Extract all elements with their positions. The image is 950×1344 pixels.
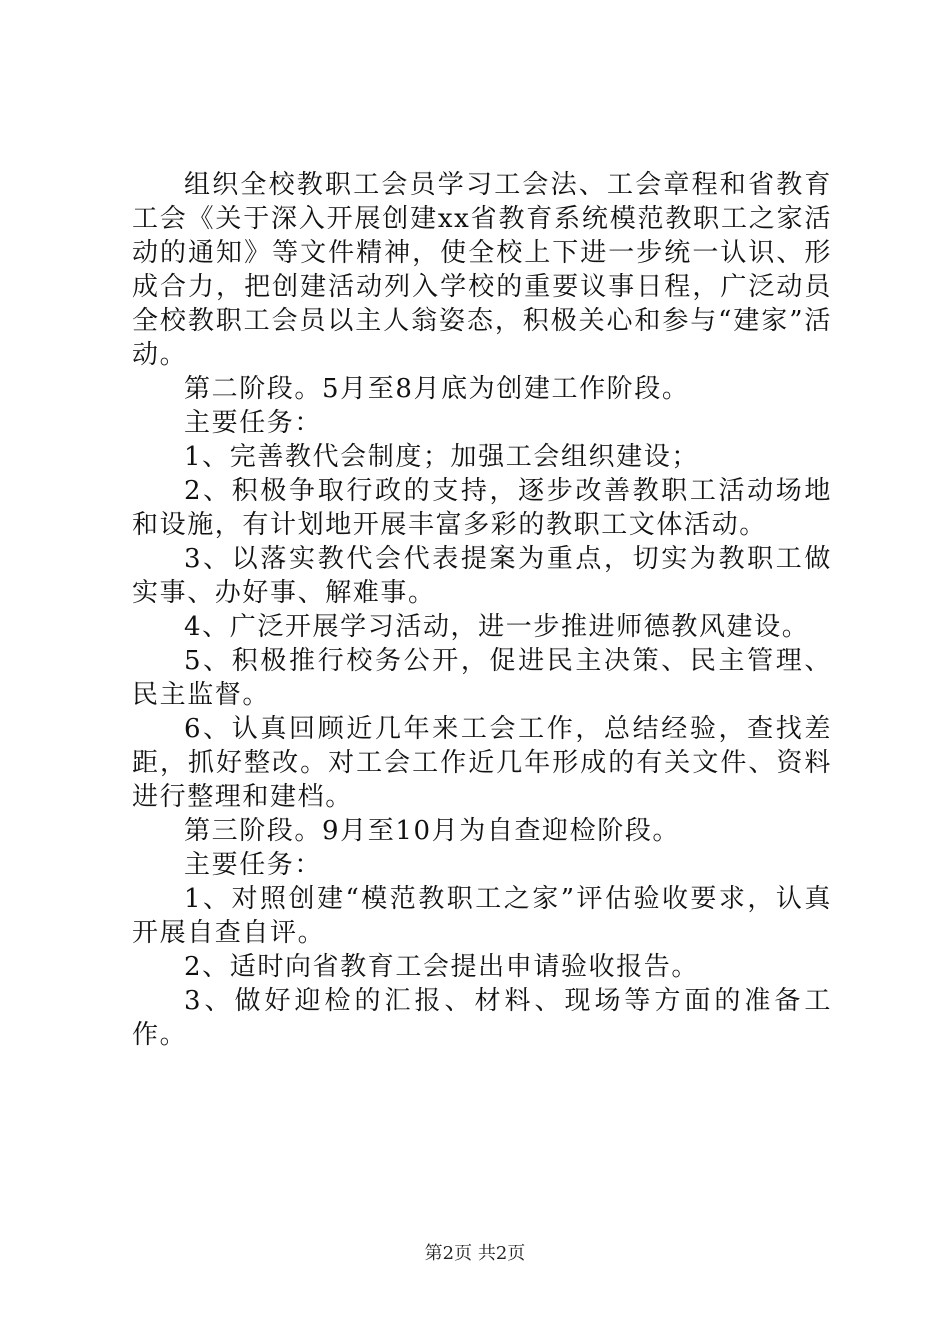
- paragraph-stage3-task-2: 2、适时向省教育工会提出申请验收报告。: [184, 952, 699, 982]
- page-number-footer: 第2页 共2页: [424, 1243, 526, 1264]
- paragraph-stage3-task-3: 3、做好迎检的汇报、材料、现场等方面的准备工作。: [132, 986, 832, 1050]
- document-body: [132, 168, 832, 1052]
- paragraph-stage-three: 第三阶段。9月至10月为自查迎检阶段。: [184, 816, 681, 846]
- paragraph-task-1: 1、完善教代会制度；加强工会组织建设；: [184, 442, 699, 472]
- paragraph-task-4: 4、广泛开展学习活动，进一步推进师德教风建设。: [184, 612, 810, 642]
- paragraph-task-5: 5、积极推行校务公开，促进民主决策、民主管理、民主监督。: [132, 646, 832, 710]
- paragraph-task-6: 6、认真回顾近几年来工会工作，总结经验，查找差距，抓好整改。对工会工作近几年形成的有关文件、资料进行整理和建档。: [132, 714, 832, 812]
- paragraph-tasks-heading-2: 主要任务：: [184, 850, 323, 880]
- paragraph-task-2: 2、积极争取行政的支持，逐步改善教职工活动场地和设施，有计划地开展丰富多彩的教职工文体活动。: [132, 476, 832, 540]
- paragraph-intro: 组织全校教职工会员学习工会法、工会章程和省教育工会《关于深入开展创建xx省教育系统模范教职工之家活动的通知》等文件精神，使全校上下进一步统一认识、形成合力，把创建活动列入学校的重要议事日程，广泛动员全校教职工会员以主人翁姿态，积极关心和参与“建家”活动。: [132, 170, 832, 370]
- paragraph-task-3: 3、以落实教代会代表提案为重点，切实为教职工做实事、办好事、解难事。: [132, 544, 832, 608]
- paragraph-stage3-task-1: 1、对照创建“模范教职工之家”评估验收要求，认真开展自查自评。: [132, 884, 832, 948]
- paragraph-stage-two: 第二阶段。5月至8月底为创建工作阶段。: [184, 374, 690, 404]
- paragraph-tasks-heading: 主要任务：: [184, 408, 323, 438]
